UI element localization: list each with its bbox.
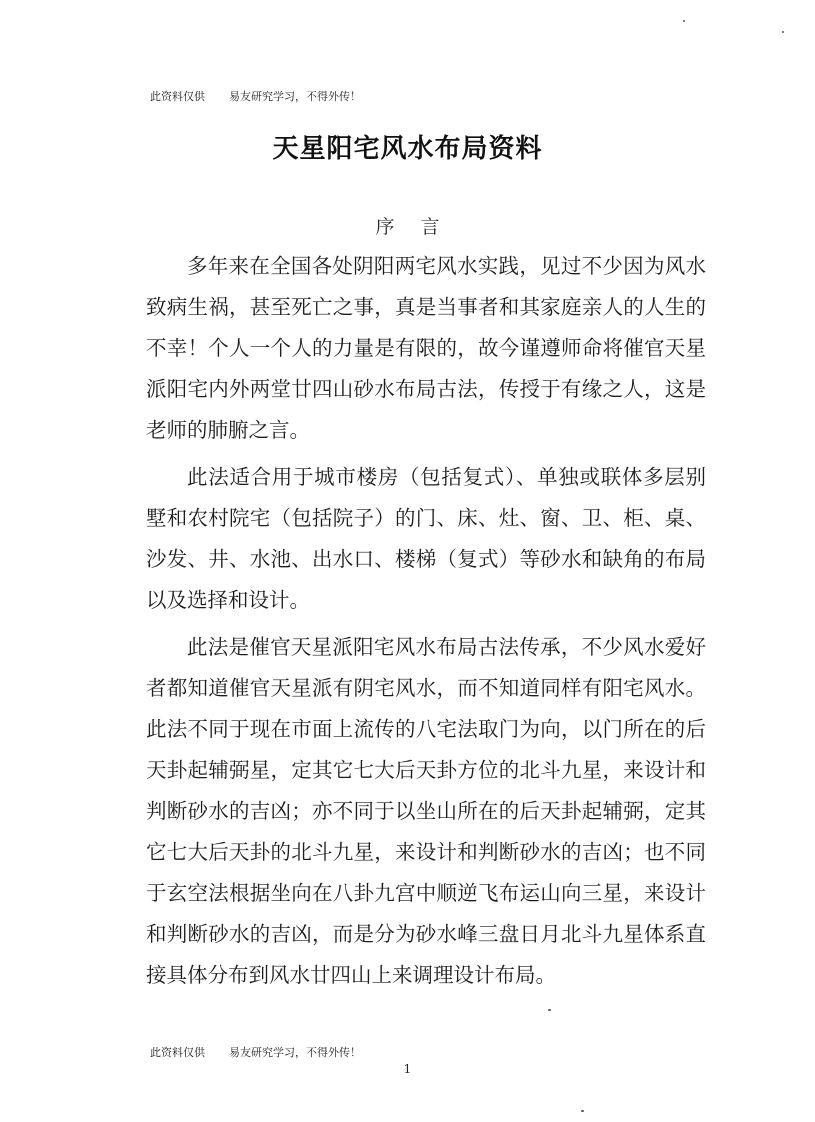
paragraph-2: 此法适合用于城市楼房（包括复式）、单独或联体多层别墅和农村院宅（包括院子）的门、床、灶、窗、卫、柜、桌、沙发、井、水池、出水口、楼梯（复式）等砂水和缺角的布局以及选择和设计。 xyxy=(146,465,706,612)
document-title: 天星阳宅风水布局资料 xyxy=(272,134,543,164)
paragraph-1: 多年来在全国各处阴阳两宅风水实践，见过不少因为风水致病生祸，甚至死亡之事，真是当事者和其家庭亲人的人生的不幸！个人一个人的力量是有限的，故今谨遵师命将催官天星派阳宅内外两堂廿四山砂水布局古法，传授于有缘之人，这是老师的肺腑之言。 xyxy=(146,254,706,442)
scan-speck xyxy=(782,31,784,33)
scan-speck xyxy=(548,1009,551,1011)
scan-speck xyxy=(683,20,685,22)
footer-left-text: 此资料仅供 xyxy=(150,1046,205,1059)
section-heading: 序言 xyxy=(375,216,466,238)
footer-right-text: 易友研究学习，不得外传！ xyxy=(229,1046,361,1059)
body-text xyxy=(146,246,706,1002)
scan-speck xyxy=(581,1110,584,1112)
header-left-text: 此资料仅供 xyxy=(150,90,205,103)
page-header xyxy=(150,88,361,104)
header-right-text: 易友研究学习，不得外传！ xyxy=(229,90,361,103)
page-footer xyxy=(150,1044,361,1060)
paragraph-3: 此法是催官天星派阳宅风水布局古法传承，不少风水爱好者都知道催官天星派有阴宅风水，而不知道同样有阳宅风水。此法不同于现在市面上流传的八宅法取门为向，以门所在的后天卦起辅弼星，定其它七大后天卦方位的北斗九星，来设计和判断砂水的吉凶；亦不同于以坐山所在的后天卦起辅弼，定其它七大后天卦的北斗九星，来设计和判断砂水的吉凶；也不同于玄空法根据坐向在八卦九宫中顺逆飞布运山向三星，来设计和判断砂水的吉凶，而是分为砂水峰三盘日月北斗九星体系直接具体分布到风水廿四山上来调理设计布局。 xyxy=(146,635,706,987)
page-number: 1 xyxy=(403,1062,412,1076)
